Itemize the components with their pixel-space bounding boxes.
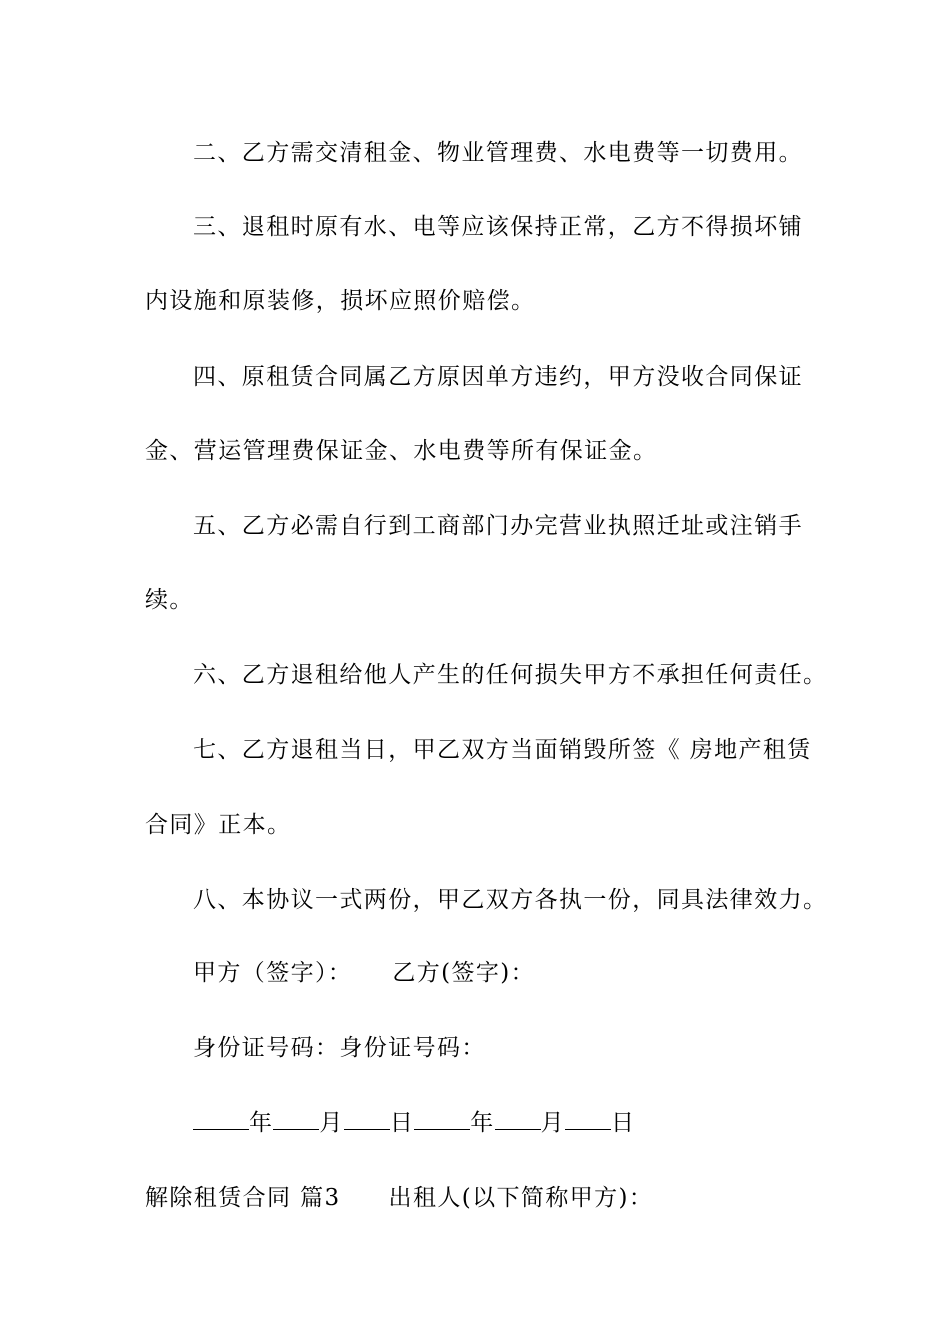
clause-7-line-1: 七、乙方退租当日，甲乙双方当面销毁所签《 房地产租赁: [193, 737, 812, 763]
clause-4-line-1: 四、原租赁合同属乙方原因单方违约，甲方没收合同保证: [193, 364, 803, 390]
lessor-label: 出租人(以下简称甲方)：: [388, 1185, 654, 1211]
next-section-line: [145, 1183, 815, 1213]
month-label-b: 月: [540, 1110, 566, 1136]
clause-3-line-2: 内设施和原装修，损坏应照价赔偿。: [145, 288, 536, 314]
day-label-b: 日: [611, 1110, 636, 1136]
id-number-line: 身份证号码：身份证号码：: [193, 1035, 486, 1061]
year-label-b: 年: [470, 1110, 495, 1136]
year-blank-a: [193, 1109, 249, 1130]
year-blank-b: [414, 1109, 470, 1130]
day-blank-a: [344, 1109, 390, 1130]
party-b-signature-label: 乙方(签字)：: [392, 960, 536, 986]
clause-2: 二、乙方需交清租金、物业管理费、水电费等一切费用。: [193, 140, 803, 166]
day-label-a: 日: [389, 1110, 415, 1136]
day-blank-b: [565, 1109, 611, 1130]
year-label-a: 年: [249, 1110, 274, 1136]
party-a-signature-label: 甲方（签字）：: [193, 960, 353, 986]
month-blank-a: [273, 1109, 319, 1130]
section-title: 解除租赁合同 篇3: [145, 1185, 341, 1211]
clause-7-line-2: 合同》正本。: [145, 812, 292, 838]
clause-3-line-1: 三、退租时原有水、电等应该保持正常，乙方不得损坏铺: [193, 214, 803, 240]
signature-line: [193, 958, 813, 988]
clause-5-line-2: 续。: [145, 587, 194, 613]
clause-4-line-2: 金、营运管理费保证金、水电费等所有保证金。: [145, 438, 658, 464]
clause-5-line-1: 五、乙方必需自行到工商部门办完营业执照迁址或注销手: [193, 513, 803, 539]
month-label-a: 月: [319, 1110, 344, 1136]
month-blank-b: [495, 1109, 541, 1130]
clause-8: 八、本协议一式两份，甲乙双方各执一份，同具法律效力。: [193, 887, 828, 913]
clause-6: 六、乙方退租给他人产生的任何损失甲方不承担任何责任。: [193, 662, 828, 688]
date-line: [193, 1108, 813, 1138]
